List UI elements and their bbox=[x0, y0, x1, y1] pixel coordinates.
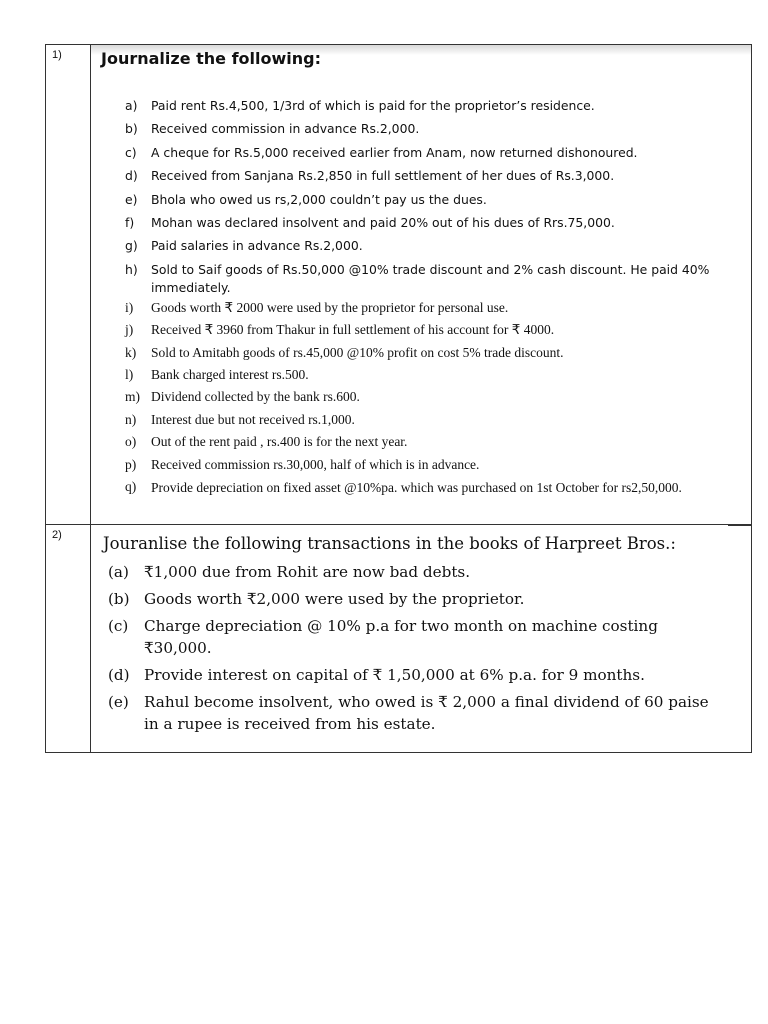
question-number-2: 2) bbox=[46, 525, 91, 753]
list-item: m) Dividend collected by the bank rs.600. bbox=[125, 389, 360, 405]
question-body-2 bbox=[91, 525, 752, 753]
questions-table bbox=[45, 44, 752, 753]
list-item: i) Goods worth ₹ 2000 were used by the proprietor for personal use. bbox=[125, 299, 509, 315]
question-row-1 bbox=[46, 45, 752, 525]
list-item: k) Sold to Amitabh goods of rs.45,000 @10% profit on cost 5% trade discount. bbox=[125, 344, 564, 360]
list-item: (c) Charge depreciation @ 10% p.a for two month on machine costing ₹30,000. bbox=[108, 617, 658, 657]
question-body-1 bbox=[91, 45, 752, 525]
transaction-list-1 bbox=[125, 94, 735, 497]
divider bbox=[728, 525, 752, 526]
list-item: f) Mohan was declared insolvent and paid 20% out of his dues of Rrs.75,000. bbox=[125, 215, 615, 231]
list-item: (a) ₹1,000 due from Rohit are now bad debts. bbox=[108, 563, 471, 581]
list-item: j) Received ₹ 3960 from Thakur in full settlement of his account for ₹ 4000. bbox=[125, 322, 555, 338]
list-item: d) Received from Sanjana Rs.2,850 in full settlement of her dues of Rs.3,000. bbox=[125, 168, 615, 184]
list-item: (b) Goods worth ₹2,000 were used by the proprietor. bbox=[108, 590, 525, 608]
list-item: (e) Rahul become insolvent, who owed is ₹ 2,000 a final dividend of 60 paise in a rupee is received from his estate. bbox=[108, 693, 709, 733]
list-item: c) A cheque for Rs.5,000 received earlier from Anam, now returned dishonoured. bbox=[125, 144, 638, 160]
question-number-1: 1) bbox=[46, 45, 91, 525]
list-item: h) Sold to Saif goods of Rs.50,000 @10% trade discount and 2% cash discount. He paid 40% immediately. bbox=[125, 261, 710, 295]
question-heading-1: Journalize the following: bbox=[101, 49, 321, 68]
list-item: g) Paid salaries in advance Rs.2,000. bbox=[125, 238, 363, 254]
list-item: e) Bhola who owed us rs,2,000 couldn’t pay us the dues. bbox=[125, 191, 487, 207]
list-item: q) Provide depreciation on fixed asset @10%pa. which was purchased on 1st October for rs2,50,000. bbox=[125, 479, 682, 496]
list-item: a) Paid rent Rs.4,500, 1/3rd of which is paid for the proprietor’s residence. bbox=[125, 98, 595, 113]
list-item: p) Received commission rs.30,000, half of which is in advance. bbox=[125, 456, 480, 472]
question-row-2 bbox=[46, 525, 752, 753]
transaction-list-2 bbox=[108, 561, 728, 740]
list-item: l) Bank charged interest rs.500. bbox=[125, 367, 309, 383]
list-item: n) Interest due but not received rs.1,000. bbox=[125, 411, 355, 427]
list-item: b) Received commission in advance Rs.2,000. bbox=[125, 121, 420, 137]
list-item: o) Out of the rent paid , rs.400 is for the next year. bbox=[125, 434, 408, 450]
list-item: (d) Provide interest on capital of ₹ 1,50,000 at 6% p.a. for 9 months. bbox=[108, 666, 645, 684]
question-heading-2: Jouranlise the following transactions in the books of Harpreet Bros.: bbox=[103, 534, 676, 553]
